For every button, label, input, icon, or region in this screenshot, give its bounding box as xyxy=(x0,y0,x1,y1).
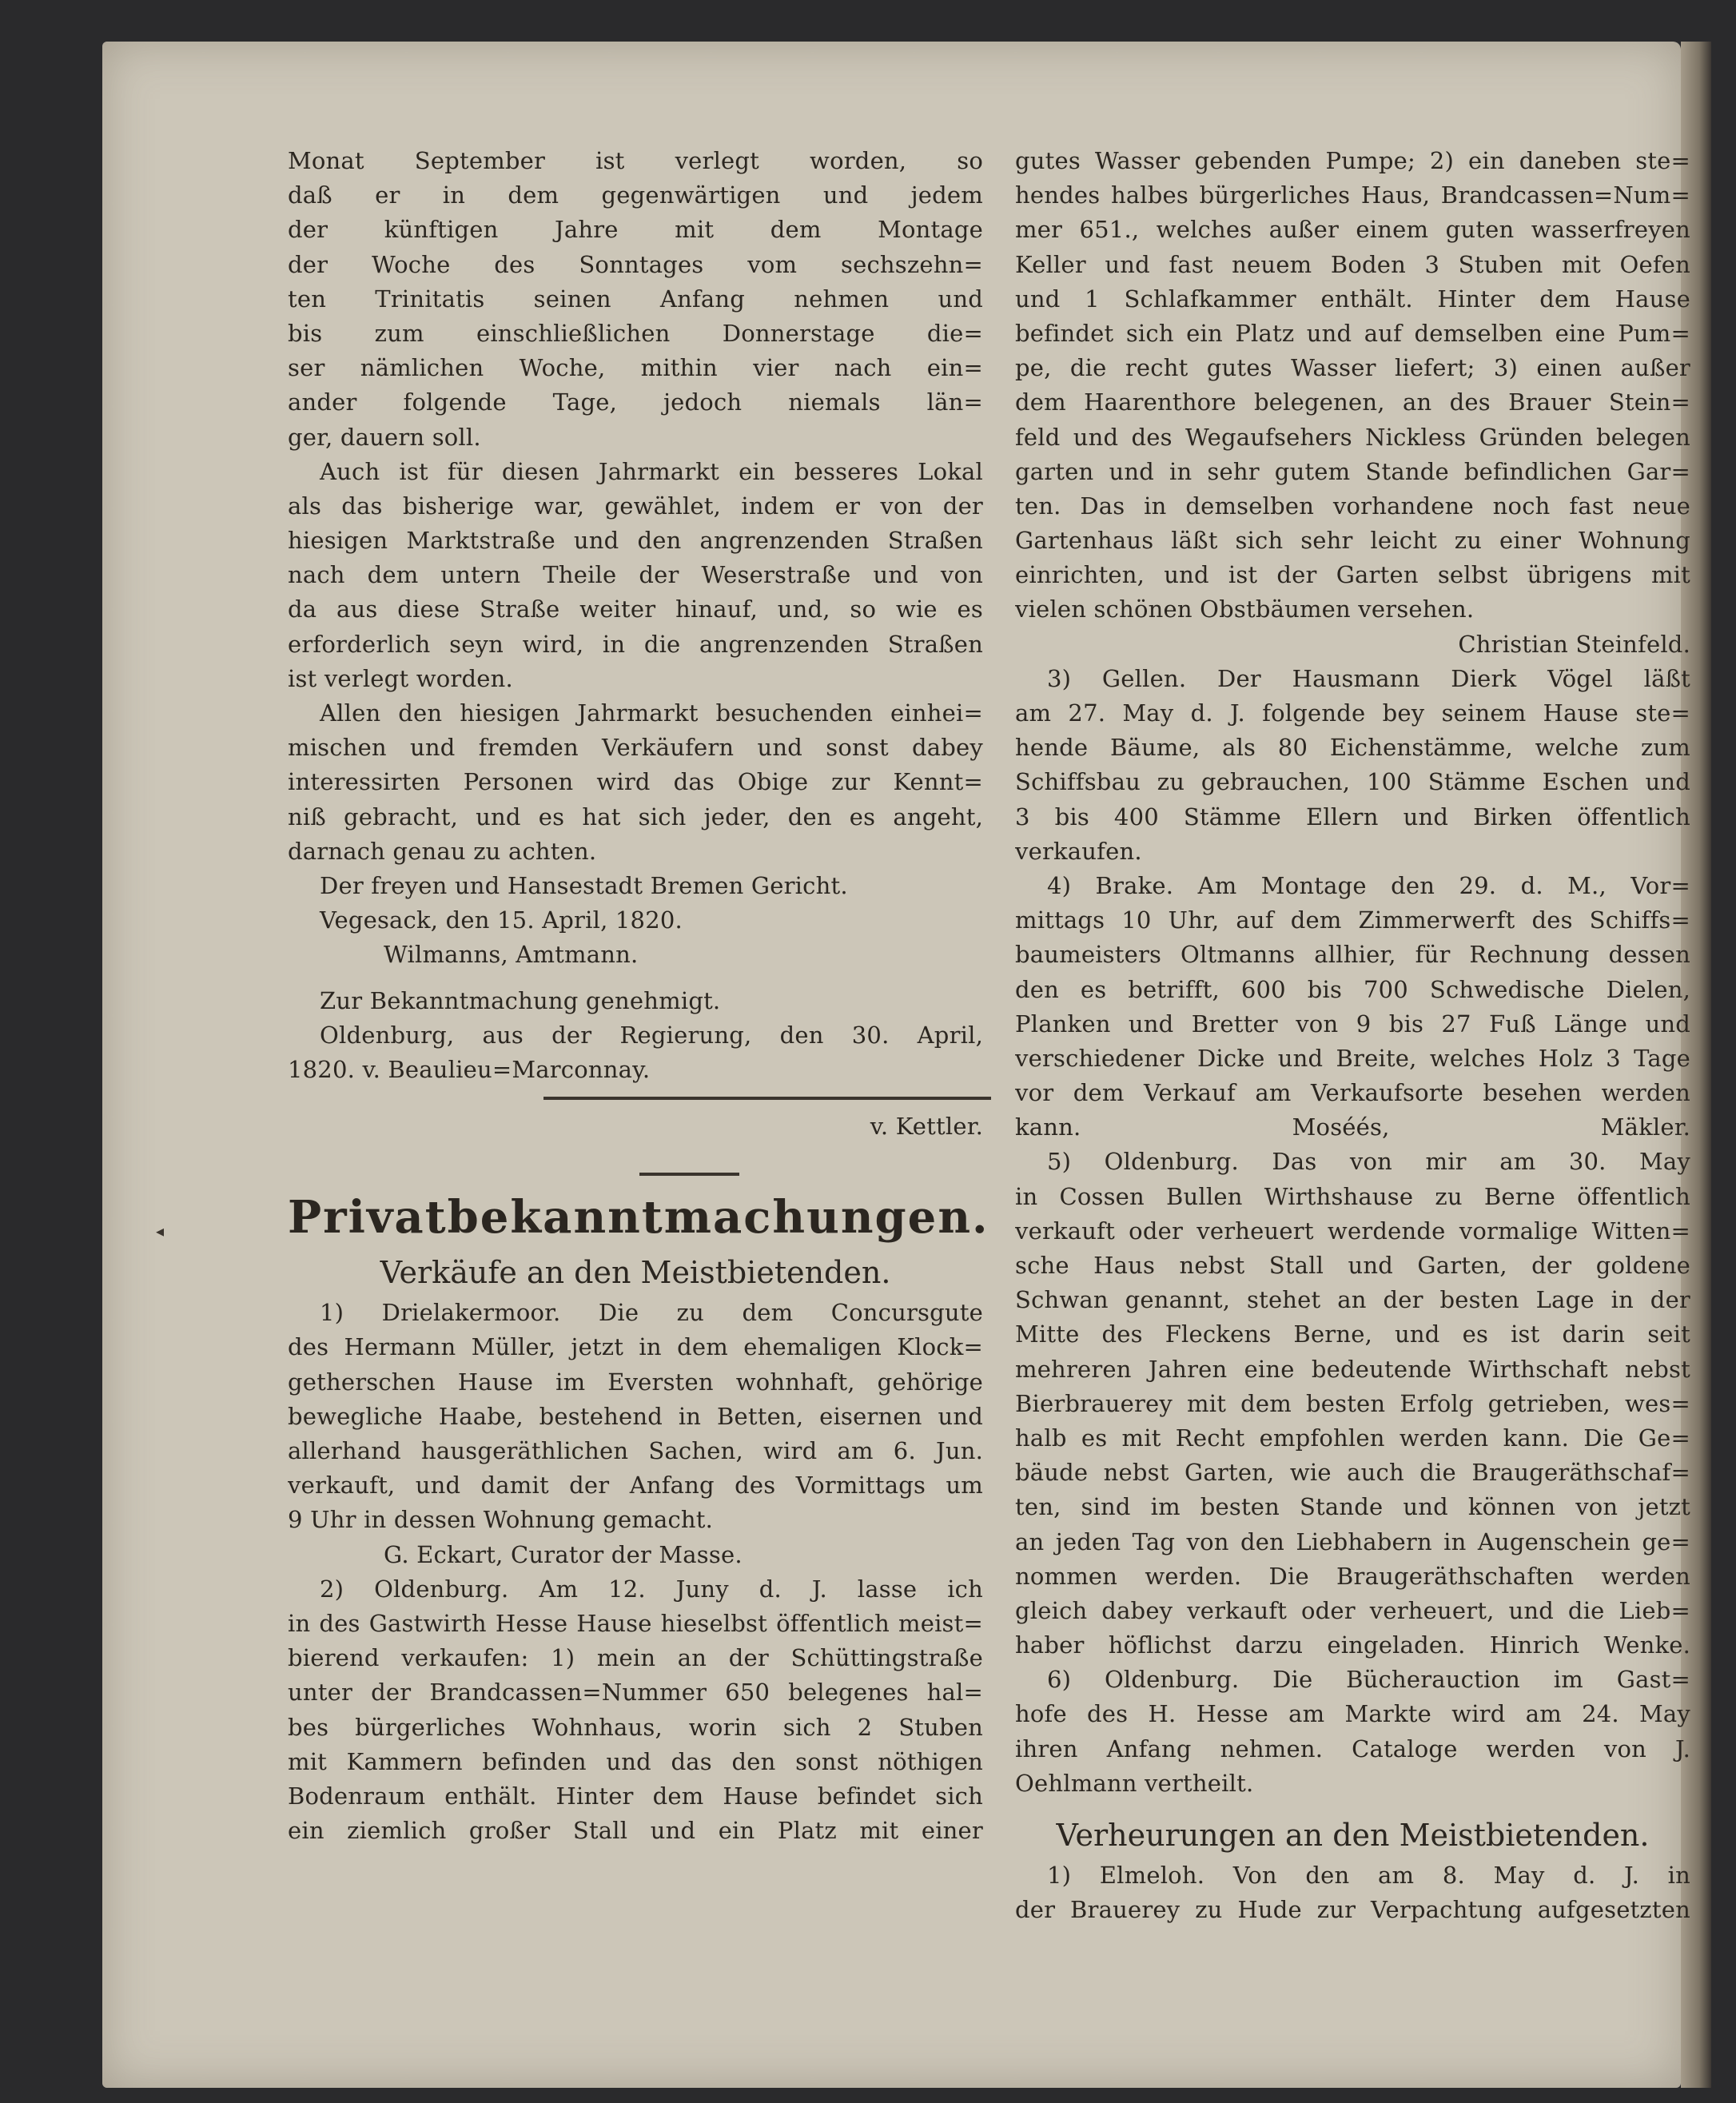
text-line: 3) Gellen. Der Hausmann Dierk Vögel läßt xyxy=(1047,664,1690,692)
text-line: Monat September ist verlegt worden, so xyxy=(288,147,983,174)
text-line: hendes halbes bürgerliches Haus, Brandcassen=Num= xyxy=(1015,181,1690,209)
text-line: ten, sind im besten Stande und können von jetzt xyxy=(1015,1493,1690,1521)
text-line: in Cossen Bullen Wirthshause zu Berne öffentlich xyxy=(1015,1182,1690,1210)
text-line: verkauft, und damit der Anfang des Vormittags um xyxy=(288,1472,983,1500)
notice-paragraph-1 xyxy=(288,144,983,455)
approval-place-line: Oldenburg, aus der Regierung, den 30. April, xyxy=(320,1021,983,1049)
notice-gellen xyxy=(1015,662,1690,869)
text-line: 1) Drielakermoor. Die zu dem Concursgute xyxy=(320,1299,983,1327)
text-line: als das bisherige war, gewählet, indem er von der xyxy=(288,492,983,520)
margin-mark: ◂ xyxy=(156,1221,165,1241)
text-line: sche Haus nebst Stall und Garten, der goldene xyxy=(1015,1252,1690,1279)
notice-oldenburg-2 xyxy=(288,1572,983,1849)
text-line: in des Gastwirth Hesse Hause hieselbst öffentlich meist= xyxy=(288,1609,983,1637)
section-subheading-rent: Verheurungen an den Meistbietenden. xyxy=(1056,1818,1650,1853)
text-line: bierend verkaufen: 1) mein an der Schüttingstraße xyxy=(288,1644,983,1672)
text-line: verkauft oder verheuert werdende vormalige Witten= xyxy=(1015,1217,1690,1245)
text-line: ander folgende Tage, jedoch niemals län= xyxy=(288,388,983,416)
text-line: garten und in sehr gutem Stande befindlichen Gar= xyxy=(1015,457,1690,485)
signature-wilmanns: Wilmanns, Amtmann. xyxy=(384,941,639,969)
text-line: Schiffsbau zu gebrauchen, 100 Stämme Eschen und xyxy=(1015,768,1690,796)
text-line: ihren Anfang nehmen. Cataloge werden von J. xyxy=(1015,1735,1690,1762)
place-date-line: Vegesack, den 15. April, 1820. xyxy=(320,906,683,934)
notice-paragraph-2 xyxy=(288,455,983,696)
section-rule xyxy=(639,1173,739,1176)
text-line: gutes Wasser gebenden Pumpe; 2) ein daneben ste= xyxy=(1015,147,1690,174)
text-line: Allen den hiesigen Jahrmarkt besuchenden einhei= xyxy=(320,699,983,727)
text-line: bis zum einschließlichen Donnerstage die= xyxy=(288,319,983,347)
text-line: 1) Elmeloh. Von den am 8. May d. J. in xyxy=(1047,1862,1690,1889)
notice-oldenburg-6 xyxy=(1015,1663,1690,1801)
text-line: bes bürgerliches Wohnhaus, worin sich 2 Stuben xyxy=(288,1713,983,1741)
text-line: bäude nebst Garten, wie auch die Braugeräthschaf= xyxy=(1015,1459,1690,1487)
text-line: 4) Brake. Am Montage den 29. d. M., Vor= xyxy=(1047,871,1690,899)
text-line: mittags 10 Uhr, auf dem Zimmerwerft des Schiffs= xyxy=(1015,906,1690,934)
text-line: daß er in dem gegenwärtigen und jedem xyxy=(288,181,983,209)
text-line: gleich dabey verkauft oder verheuert, und die Lieb= xyxy=(1015,1596,1690,1624)
text-line: verschiedener Dicke und Breite, welches Holz 3 Tage xyxy=(1015,1044,1690,1072)
text-line: pe, die recht gutes Wasser liefert; 3) einen außer xyxy=(1015,354,1690,382)
text-line: vielen schönen Obstbäumen versehen. xyxy=(1015,595,1475,623)
signature-kettler: v. Kettler. xyxy=(870,1113,983,1141)
text-line: mischen und fremden Verkäufern und sonst dabey xyxy=(288,734,983,762)
text-line: bewegliche Haabe, bestehend in Betten, eisernen und xyxy=(288,1402,983,1430)
approval-year-signature: 1820. v. Beaulieu=Marconnay. xyxy=(288,1055,651,1083)
court-line: Der freyen und Hansestadt Bremen Gericht. xyxy=(320,871,848,899)
text-line: ein ziemlich großer Stall und ein Platz mit einer xyxy=(288,1817,983,1845)
text-line: hofe des H. Hesse am Markte wird am 24. May xyxy=(1015,1700,1690,1728)
notice-brake xyxy=(1015,869,1690,1145)
notice-paragraph-3 xyxy=(288,696,983,869)
text-line: allerhand hausgeräthlichen Sachen, wird am 6. Jun. xyxy=(288,1437,983,1464)
text-line: darnach genau zu achten. xyxy=(288,837,597,865)
text-line: der Brauerey zu Hude zur Verpachtung aufgesetzten xyxy=(1015,1896,1690,1924)
text-line: am 27. May d. J. folgende bey seinem Hause ste= xyxy=(1015,699,1690,727)
text-line: Keller und fast neuem Boden 3 Stuben mit Oefen xyxy=(1015,250,1690,278)
notice-elmeloh xyxy=(1015,1858,1690,1927)
approval-line: Zur Bekanntmachung genehmigt. xyxy=(320,986,721,1014)
text-line: hende Bäume, als 80 Eichenstämme, welche zum xyxy=(1015,734,1690,762)
notice-oldenburg-5 xyxy=(1015,1145,1690,1663)
text-line: ser nämlichen Woche, mithin vier nach ein= xyxy=(288,354,983,382)
text-line: erforderlich seyn wird, in die angrenzenden Straßen xyxy=(288,630,983,658)
text-line: des Hermann Müller, jetzt in dem ehemaligen Klock= xyxy=(288,1333,983,1361)
signature-steinfeld: Christian Steinfeld. xyxy=(1458,630,1690,658)
text-line: Planken und Bretter von 9 bis 27 Fuß Länge und xyxy=(1015,1010,1690,1038)
text-line: getherschen Hause im Eversten wohnhaft, gehörige xyxy=(288,1368,983,1396)
text-line: Gartenhaus läßt sich sehr leicht zu einer Wohnung xyxy=(1015,527,1690,555)
text-line: nommen werden. Die Braugeräthschaften werden xyxy=(1015,1562,1690,1590)
text-line: der Woche des Sonntages vom sechszehn= xyxy=(288,250,983,278)
notice-drielakermoor xyxy=(288,1296,983,1572)
text-line: da aus diese Straße weiter hinauf, und, so wie es xyxy=(288,595,983,623)
text-line: nach dem untern Theile der Weserstraße und von xyxy=(288,561,983,589)
divider-rule xyxy=(543,1097,991,1100)
text-line: einrichten, und ist der Garten selbst übrigens mit xyxy=(1015,561,1690,589)
text-line: 6) Oldenburg. Die Bücherauction im Gast= xyxy=(1047,1666,1690,1694)
text-line: Bierbrauerey mit dem besten Erfolg getrieben, wes= xyxy=(1015,1389,1690,1417)
text-line: haber höflichst darzu eingeladen. Hinrich Wenke. xyxy=(1015,1631,1690,1659)
text-line: baumeisters Oltmanns allhier, für Rechnung dessen xyxy=(1015,941,1690,969)
text-line: mehreren Jahren eine bedeutende Wirthschaft nebst xyxy=(1015,1355,1690,1383)
text-line: unter der Brandcassen=Nummer 650 belegenes hal= xyxy=(288,1679,983,1707)
text-line: kann. Moséés, Mäkler. xyxy=(1015,1113,1690,1141)
spacer xyxy=(1015,1801,1690,1812)
text-line: hiesigen Marktstraße und den angrenzenden Straßen xyxy=(288,527,983,555)
section-heading: Privatbekanntmachungen. xyxy=(288,1191,989,1245)
left-column xyxy=(288,144,989,1848)
text-line: 2) Oldenburg. Am 12. Juny d. J. lasse ich xyxy=(320,1575,983,1603)
right-column xyxy=(1015,144,1690,1927)
text-line: ger, dauern soll. xyxy=(288,423,481,451)
text-line: der künftigen Jahre mit dem Montage xyxy=(288,216,983,244)
section-subheading: Verkäufe an den Meistbietenden. xyxy=(380,1255,891,1291)
text-line: ten. Das in demselben vorhandene noch fast neue xyxy=(1015,492,1690,520)
text-line: vor dem Verkauf am Verkaufsorte besehen werden xyxy=(1015,1079,1690,1107)
text-line: den es betrifft, 600 bis 700 Schwedische Dielen, xyxy=(1015,975,1690,1003)
text-line: feld und des Wegaufsehers Nickless Gründen belegen xyxy=(1015,423,1690,451)
text-line: halb es mit Recht empfohlen werden kann. Die Ge= xyxy=(1015,1424,1690,1452)
text-line: 3 bis 400 Stämme Ellern und Birken öffentlich xyxy=(1015,803,1690,830)
text-line: Schwan genannt, stehet an der besten Lage in der xyxy=(1015,1286,1690,1314)
text-line: mit Kammern befinden und das den sonst nöthigen xyxy=(288,1747,983,1775)
text-line: befindet sich ein Platz und auf demselben eine Pum= xyxy=(1015,319,1690,347)
text-line: verkaufen. xyxy=(1015,837,1142,865)
text-line: Mitte des Fleckens Berne, und es ist darin seit xyxy=(1015,1320,1690,1348)
text-line: dem Haarenthore belegenen, an des Brauer Stein= xyxy=(1015,388,1690,416)
text-line: mer 651., welches außer einem guten wasserfreyen xyxy=(1015,216,1690,244)
text-line: und 1 Schlafkammer enthält. Hinter dem Hause xyxy=(1015,285,1690,313)
text-line: niß gebracht, und es hat sich jeder, den es angeht, xyxy=(288,803,983,830)
spacer xyxy=(288,973,983,984)
text-line: ten Trinitatis seinen Anfang nehmen und xyxy=(288,285,983,313)
text-line: 5) Oldenburg. Das von mir am 30. May xyxy=(1047,1148,1690,1176)
text-line: Bodenraum enthält. Hinter dem Hause befindet sich xyxy=(288,1782,983,1810)
text-line: ist verlegt worden. xyxy=(288,664,513,692)
text-line: interessirten Personen wird das Obige zur Kennt= xyxy=(288,768,983,796)
text-line: Oehlmann vertheilt. xyxy=(1015,1769,1254,1797)
spacer xyxy=(288,1144,983,1163)
text-line: an jeden Tag von den Liebhabern in Augenschein ge= xyxy=(1015,1527,1690,1555)
text-line: 9 Uhr in dessen Wohnung gemacht. xyxy=(288,1506,714,1534)
signature-eckart: G. Eckart, Curator der Masse. xyxy=(384,1540,743,1568)
text-line: Auch ist für diesen Jahrmarkt ein besseres Lokal xyxy=(320,457,983,485)
notice-continuation xyxy=(1015,144,1690,662)
